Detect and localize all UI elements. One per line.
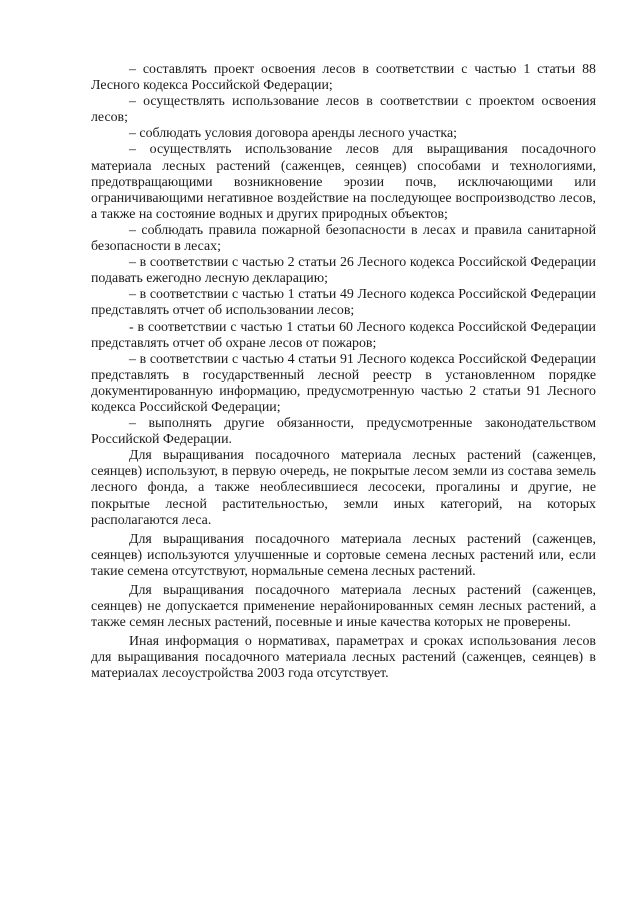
paragraph-5: – соблюдать правила пожарной безопасности в лесах и правила санитарной безопасности в лесах; (91, 222, 596, 255)
document-page (91, 62, 596, 683)
paragraph-1: – составлять проект освоения лесов в соответствии с частью 1 статьи 88 Лесного кодекса Российской Федерации; (91, 62, 596, 94)
paragraph-2: – осуществлять использование лесов в соответствии с проектом освоения лесов; (91, 94, 596, 126)
paragraph-10: – выполнять другие обязанности, предусмотренные законодательством Российской Федерации. (91, 416, 596, 448)
paragraph-13: Для выращивания посадочного материала лесных растений (саженцев, сеянцев) не допускается применение нерайонированных семян лесных растений, а также семян лесных растений, посевные и иные качества которых не проверены. (91, 583, 596, 631)
paragraph-14: Иная информация о нормативах, параметрах и сроках использования лесов для выращивания посадочного материала лесных растений (саженцев, сеянцев) в материалах лесоустройства 2003 года отсутствует. (91, 634, 596, 682)
paragraph-11: Для выращивания посадочного материала лесных растений (саженцев, сеянцев) используют, в первую очередь, не покрытые лесом земли из состава земель лесного фонда, а также необлесившиеся лесосеки, прогалины и другие, не покрытые лесной растительностью, земли иных категорий, на которых располагаются леса. (91, 448, 596, 528)
paragraph-12: Для выращивания посадочного материала лесных растений (саженцев, сеянцев) используются улучшенные и сортовые семена лесных растений или, если такие семена отсутствуют, нормальные семена лесных растений. (91, 531, 596, 579)
paragraph-7: – в соответствии с частью 1 статьи 49 Лесного кодекса Российской Федерации представлять отчет об использовании лесов; (91, 287, 596, 319)
paragraph-4: – осуществлять использование лесов для выращивания посадочного материала лесных растений (саженцев, сеянцев) способами и технологиями, предотвращающими возникновение эрозии почв, исключающими или ограничивающими негативное воздействие на последующее воспроизводство лесов, а также на состояние водных и других природных объектов; (91, 142, 596, 222)
paragraph-9: – в соответствии с частью 4 статьи 91 Лесного кодекса Российской Федерации представлять в государственный лесной реестр в установленном порядке документированную информацию, предусмотренную частью 2 статьи 91 Лесного кодекса Российской Федерации; (91, 351, 596, 415)
paragraph-3: – соблюдать условия договора аренды лесного участка; (129, 126, 457, 142)
paragraph-6: – в соответствии с частью 2 статьи 26 Лесного кодекса Российской Федерации подавать ежегодно лесную декларацию; (91, 255, 596, 287)
paragraph-8: - в соответствии с частью 1 статьи 60 Лесного кодекса Российской Федерации представлять отчет об охране лесов от пожаров; (91, 319, 596, 351)
